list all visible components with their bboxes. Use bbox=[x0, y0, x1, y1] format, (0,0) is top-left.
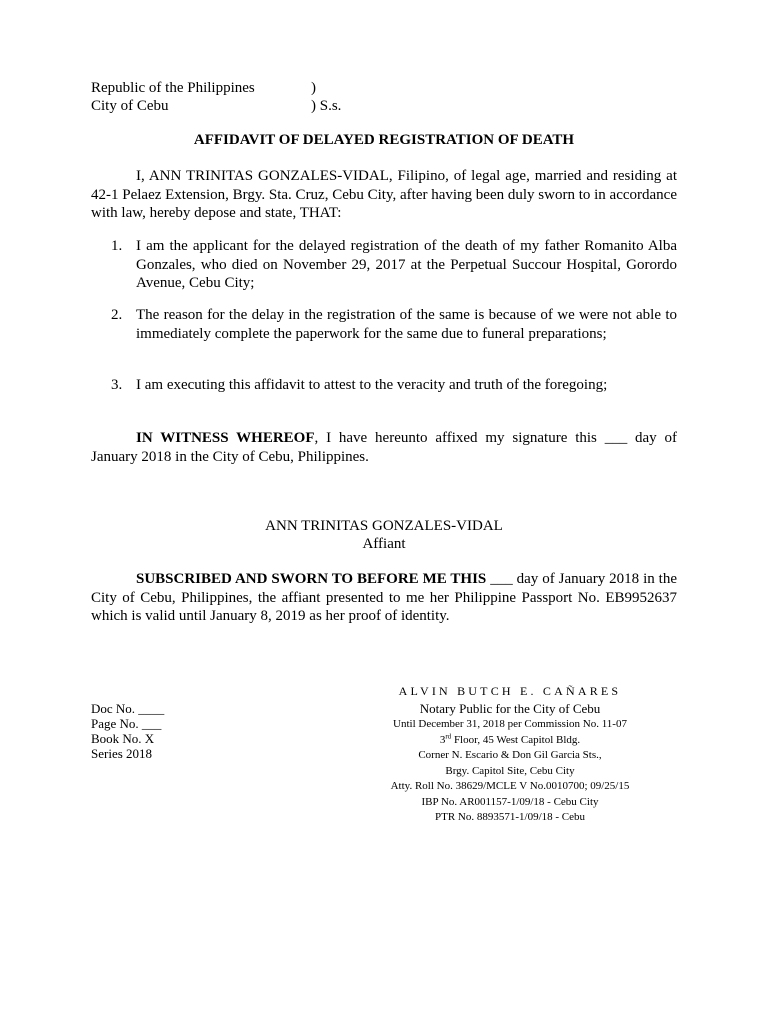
page-no: Page No. ___ bbox=[91, 716, 162, 731]
witness-lead: IN WITNESS WHEREOF bbox=[136, 430, 315, 446]
witness-text: , I have hereunto affixed my signature this ___ day of January 2018 in the City of Cebu, Philippines. bbox=[91, 430, 677, 465]
notary-floor-suffix: rd bbox=[445, 731, 452, 740]
list-item bbox=[91, 306, 677, 343]
doc-references bbox=[91, 701, 164, 761]
series: Series 2018 bbox=[91, 746, 153, 761]
notary-roll: Atty. Roll No. 38629/MCLE V No.0010700; 09/25/15 bbox=[390, 780, 630, 792]
book-no: Book No. X bbox=[91, 731, 155, 746]
notary-address bbox=[300, 733, 720, 749]
jurat-text: ___ day of January 2018 in the City of Cebu, Philippines, the affiant presented to me her Philippine Passport No. EB9952637 which is valid until January 8, 2019 as her proof of identity. bbox=[91, 571, 678, 624]
list-item bbox=[91, 376, 677, 395]
notary-floor-number: 3 bbox=[439, 733, 446, 746]
affiant-name: ANN TRINITAS GONZALES-VIDAL bbox=[265, 518, 503, 534]
venue-paren: ) bbox=[311, 80, 316, 96]
jurat-paragraph bbox=[91, 570, 677, 626]
notary-corner: Corner N. Escario & Don Gil Garcia Sts., bbox=[418, 749, 602, 761]
notary-name: ALVIN BUTCH E. CAÑARES bbox=[398, 684, 622, 698]
notary-title: Notary Public for the City of Cebu bbox=[419, 701, 601, 716]
doc-no: Doc No. ____ bbox=[91, 701, 165, 716]
list-item-number: 2. bbox=[111, 307, 123, 323]
list-item bbox=[91, 237, 677, 293]
notary-details bbox=[300, 701, 720, 826]
list-item-number: 1. bbox=[111, 238, 123, 254]
notary-commission: Until December 31, 2018 per Commission No. 11-07 bbox=[393, 718, 627, 730]
notary-ibp: IBP No. AR001157-1/09/18 - Cebu City bbox=[421, 795, 599, 808]
affiant-role: Affiant bbox=[362, 536, 406, 552]
venue-ss: ) S.s. bbox=[311, 98, 342, 114]
witness-paragraph bbox=[91, 429, 677, 466]
venue-republic: Republic of the Philippines bbox=[91, 80, 255, 96]
list-item-number: 3. bbox=[111, 377, 123, 393]
notary-ptr: PTR No. 8893571-1/09/18 - Cebu bbox=[434, 811, 586, 823]
list-item-text: I am the applicant for the delayed registration of the death of my father Romanito Alba Gonzales, who died on November 29, 2017 at the Perpetual Succour Hospital, Gorordo Avenue, Cebu City; bbox=[136, 238, 677, 291]
affiant-block bbox=[91, 517, 677, 553]
jurat-lead: SUBSCRIBED AND SWORN TO BEFORE ME THIS bbox=[136, 571, 487, 587]
venue-city: City of Cebu bbox=[91, 98, 169, 114]
notary-address-rest: Floor, 45 West Capitol Bldg. bbox=[451, 733, 581, 746]
list-item-text: The reason for the delay in the registration of the same is because of we were not able to immediately complete the paperwork for the same due to funeral preparations; bbox=[136, 307, 677, 342]
document-title: AFFIDAVIT OF DELAYED REGISTRATION OF DEATH bbox=[193, 132, 575, 148]
venue-block bbox=[91, 79, 342, 115]
list-item-text: I am executing this affidavit to attest to the veracity and truth of the foregoing; bbox=[136, 377, 608, 393]
notary-brgy: Brgy. Capitol Site, Cebu City bbox=[445, 764, 575, 777]
intro-paragraph: I, ANN TRINITAS GONZALES-VIDAL, Filipino, of legal age, married and residing at 42-1 Pelaez Extension, Brgy. Sta. Cruz, Cebu City, after having been duly sworn to in accordance with law, hereby depose and state, THAT: bbox=[91, 168, 677, 221]
